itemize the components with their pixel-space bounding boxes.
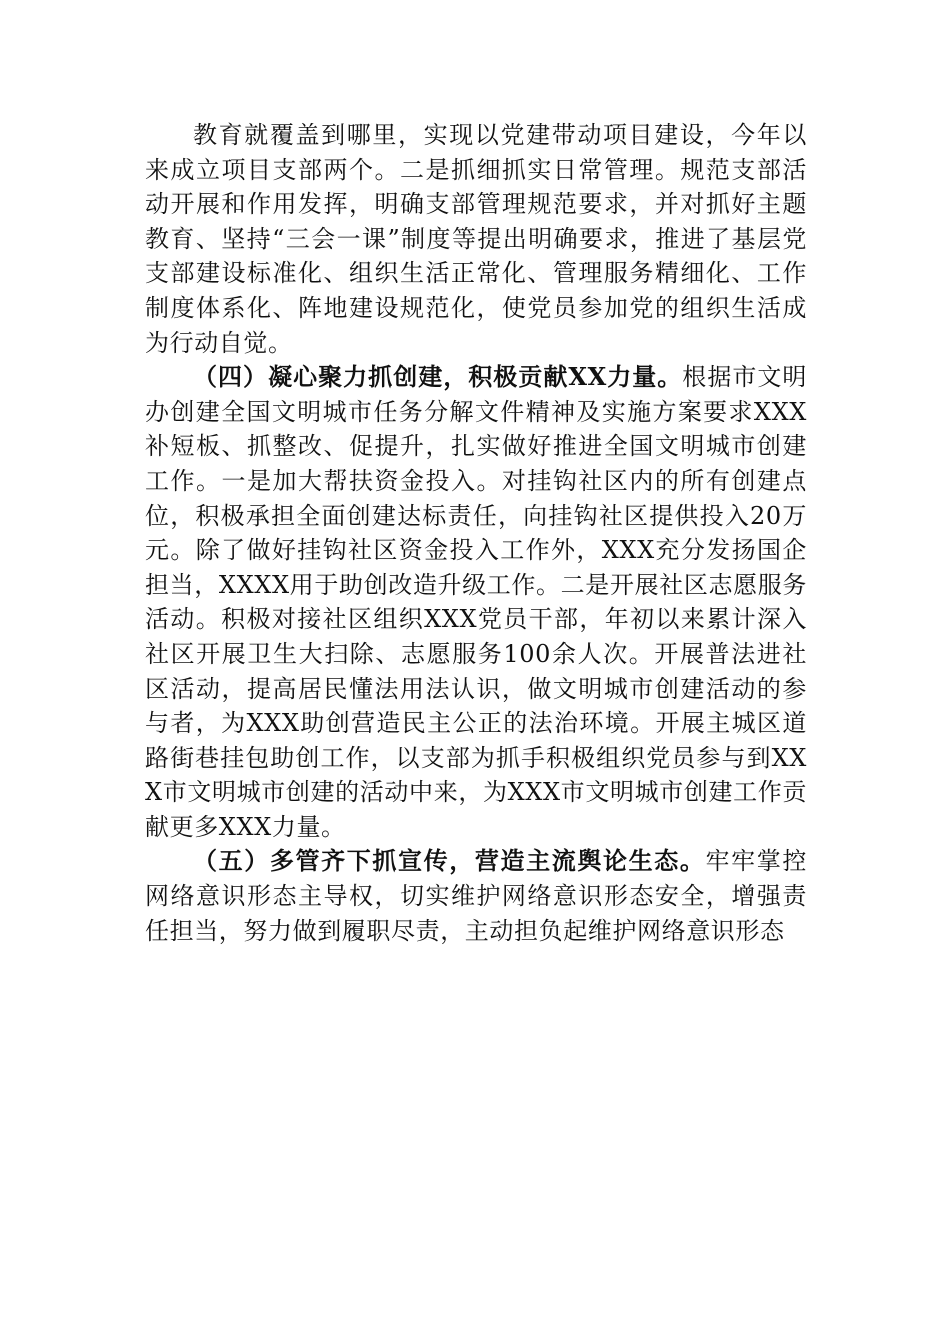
section-heading-4: （四）凝心聚力抓创建，积极贡献XX力量。 <box>193 362 683 392</box>
paragraph-continuation <box>145 118 807 360</box>
paragraph-body: 教育就覆盖到哪里，实现以党建带动项目建设，今年以来成立项目支部两个。二是抓细抓实日常管理。规范支部活动开展和作用发挥，明确支部管理规范要求，并对抓好主题教育、坚持“三会一课”制度等提出明确要求，推进了基层党支部建设标准化、组织生活正常化、管理服务精细化、工作制度体系化、阵地建设规范化，使党员参加党的组织生活成为行动自觉。 <box>145 121 807 357</box>
paragraph-section-5 <box>145 844 807 948</box>
paragraph-body: 牢牢掌控网络意识形态主导权，切实维护网络意识形态安全，增强责任担当，努力做到履职尽责，主动担负起维护网络意识形态 <box>145 847 807 945</box>
document-body <box>145 118 807 948</box>
paragraph-section-4 <box>145 360 807 844</box>
section-heading-5: （五）多管齐下抓宣传，营造主流舆论生态。 <box>193 846 706 876</box>
paragraph-body: 根据市文明办创建全国文明城市任务分解文件精神及实施方案要求XXX补短板、抓整改、促提升，扎实做好推进全国文明城市创建工作。一是加大帮扶资金投入。对挂钩社区内的所有创建点位，积极承担全面创建达标责任，向挂钩社区提供投入20万元。除了做好挂钩社区资金投入工作外，XXX充分发扬国企担当，XXXX用于助创改造升级工作。二是开展社区志愿服务活动。积极对接社区组织XXX党员干部，年初以来累计深入社区开展卫生大扫除、志愿服务100余人次。开展普法进社区活动，提高居民懂法用法认识，做文明城市创建活动的参与者，为XXX助创营造民主公正的法治环境。开展主城区道路街巷挂包助创工作，以支部为抓手积极组织党员参与到XXX市文明城市创建的活动中来，为XXX市文明城市创建工作贡献更多XXX力量。 <box>145 363 807 841</box>
